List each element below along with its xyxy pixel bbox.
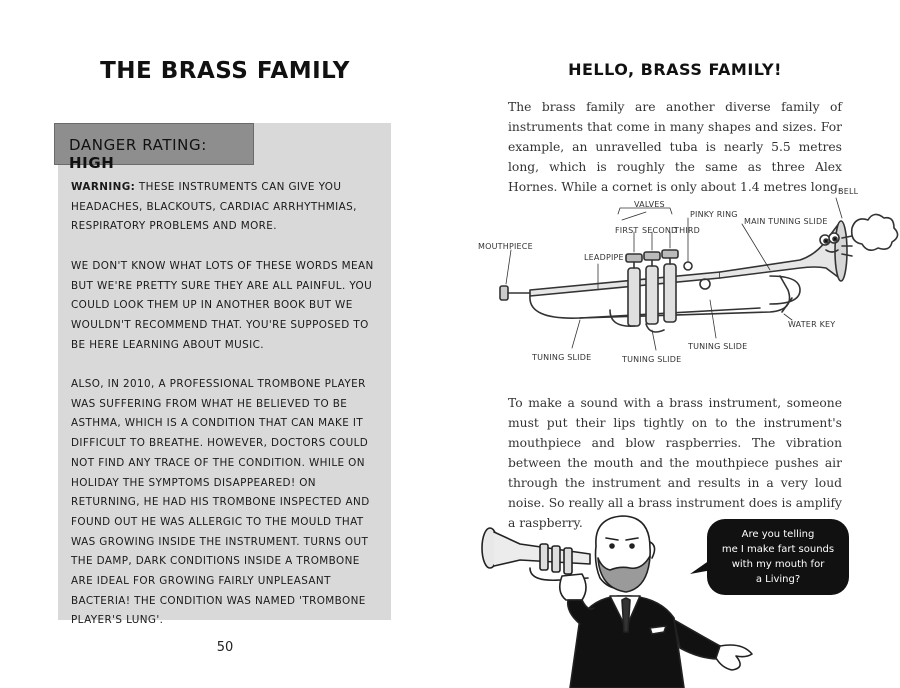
- box-paragraph-3: ALSO, IN 2010, A PROFESSIONAL TROMBONE PLAYER WAS SUFFERING FROM WHAT HE BELIEVED TO BE ASTHMA, WHICH IS A CONDITION THAT CAN MAKE IT DIFFICULT TO BREATHE. HOWEVER, DOCTORS COULD NOT FIND ANY TRACE OF THE CONDITION. WHILE ON HOLIDAY THE SYMPTOMS DISAPPEARED! ON RETURNING, HE HAD HIS TROMBONE INSPECTED AND FOUND OUT HE WAS ALLERGIC TO THE MOULD THAT WAS GROWING INSIDE THE INSTRUMENT. TURNS OUT THE DAMP, DARK CONDITIONS INSIDE A TROMBONE ARE IDEAL FOR GROWING FAIRLY UNPLEASANT BACTERIA! THE CONDITION WAS NAMED 'TROMBONE PLAYER'S LUNG'.: [71, 378, 370, 627]
- label-second: SECOND: [642, 226, 678, 235]
- label-mouthpiece: MOUTHPIECE: [478, 242, 533, 251]
- label-leadpipe: LEADPIPE: [584, 253, 624, 262]
- danger-rating-level: HIGH: [69, 154, 115, 172]
- label-third: THIRD: [674, 226, 700, 235]
- warning-paragraph: [71, 178, 381, 237]
- warning-label: WARNING:: [71, 181, 136, 193]
- label-pinky-ring: PINKY RING: [690, 210, 738, 219]
- speech-line-3: with my mouth for: [731, 559, 825, 570]
- page-title-right: HELLO, BRASS FAMILY!: [568, 60, 782, 79]
- page-number: 50: [216, 640, 234, 655]
- warning-text: THESE INSTRUMENTS CAN GIVE YOU HEADACHES, BLACKOUTS, CARDIAC ARRHYTHMIAS, RESPIRATORY PROBLEMS AND MORE.: [71, 181, 357, 233]
- label-water-key: WATER KEY: [788, 320, 836, 329]
- danger-rating-tab: [54, 123, 254, 172]
- danger-box: [58, 123, 391, 627]
- label-tuning-slide-1: TUNING SLIDE: [532, 353, 592, 362]
- speech-line-1: Are you telling: [741, 529, 815, 540]
- intro-paragraph: The brass family are another diverse family of instruments that come in many shapes and sizes. For example, an unravelled tuba is nearly 5.5 metres long, which is roughly the same as three Alex Hornes. While a cornet is only about 1.4 metres long.: [508, 100, 842, 194]
- label-bell: BELL: [838, 187, 859, 196]
- right-page: [450, 0, 900, 688]
- trumpet-drawing: [500, 198, 898, 350]
- sound-paragraph: To make a sound with a brass instrument, someone must put their lips tightly on to the instrument's mouthpiece and blow raspberries. The vibration between the mouth and the mouthpiece pushes air through the instrument and results in a very loud noise. So really all a brass instrument does is amplify a raspberry.: [508, 396, 842, 530]
- speech-bubble-tail: [690, 560, 712, 578]
- speech-bubble: [707, 519, 849, 595]
- danger-rating-label: DANGER RATING:: [69, 136, 207, 154]
- page-title-left: THE BRASS FAMILY: [100, 58, 350, 84]
- speech-line-2: me I make fart sounds: [721, 544, 835, 555]
- speech-line-4: a Living?: [755, 574, 801, 585]
- label-valves: VALVES: [634, 200, 665, 209]
- label-tuning-slide-2: TUNING SLIDE: [622, 355, 682, 364]
- box-paragraph-2: WE DON'T KNOW WHAT LOTS OF THESE WORDS MEAN BUT WE'RE PRETTY SURE THEY ARE ALL PAINFUL. YOU COULD LOOK THEM UP IN ANOTHER BOOK BUT WE WOULDN'T RECOMMEND THAT. YOU'RE SUPPOSED TO BE HERE LEARNING ABOUT MUSIC.: [71, 260, 374, 351]
- label-first: FIRST: [615, 226, 639, 235]
- label-tuning-slide-3: TUNING SLIDE: [688, 342, 748, 351]
- label-main-tuning-slide: MAIN TUNING SLIDE: [744, 217, 828, 226]
- trumpet-diagram: [470, 180, 900, 370]
